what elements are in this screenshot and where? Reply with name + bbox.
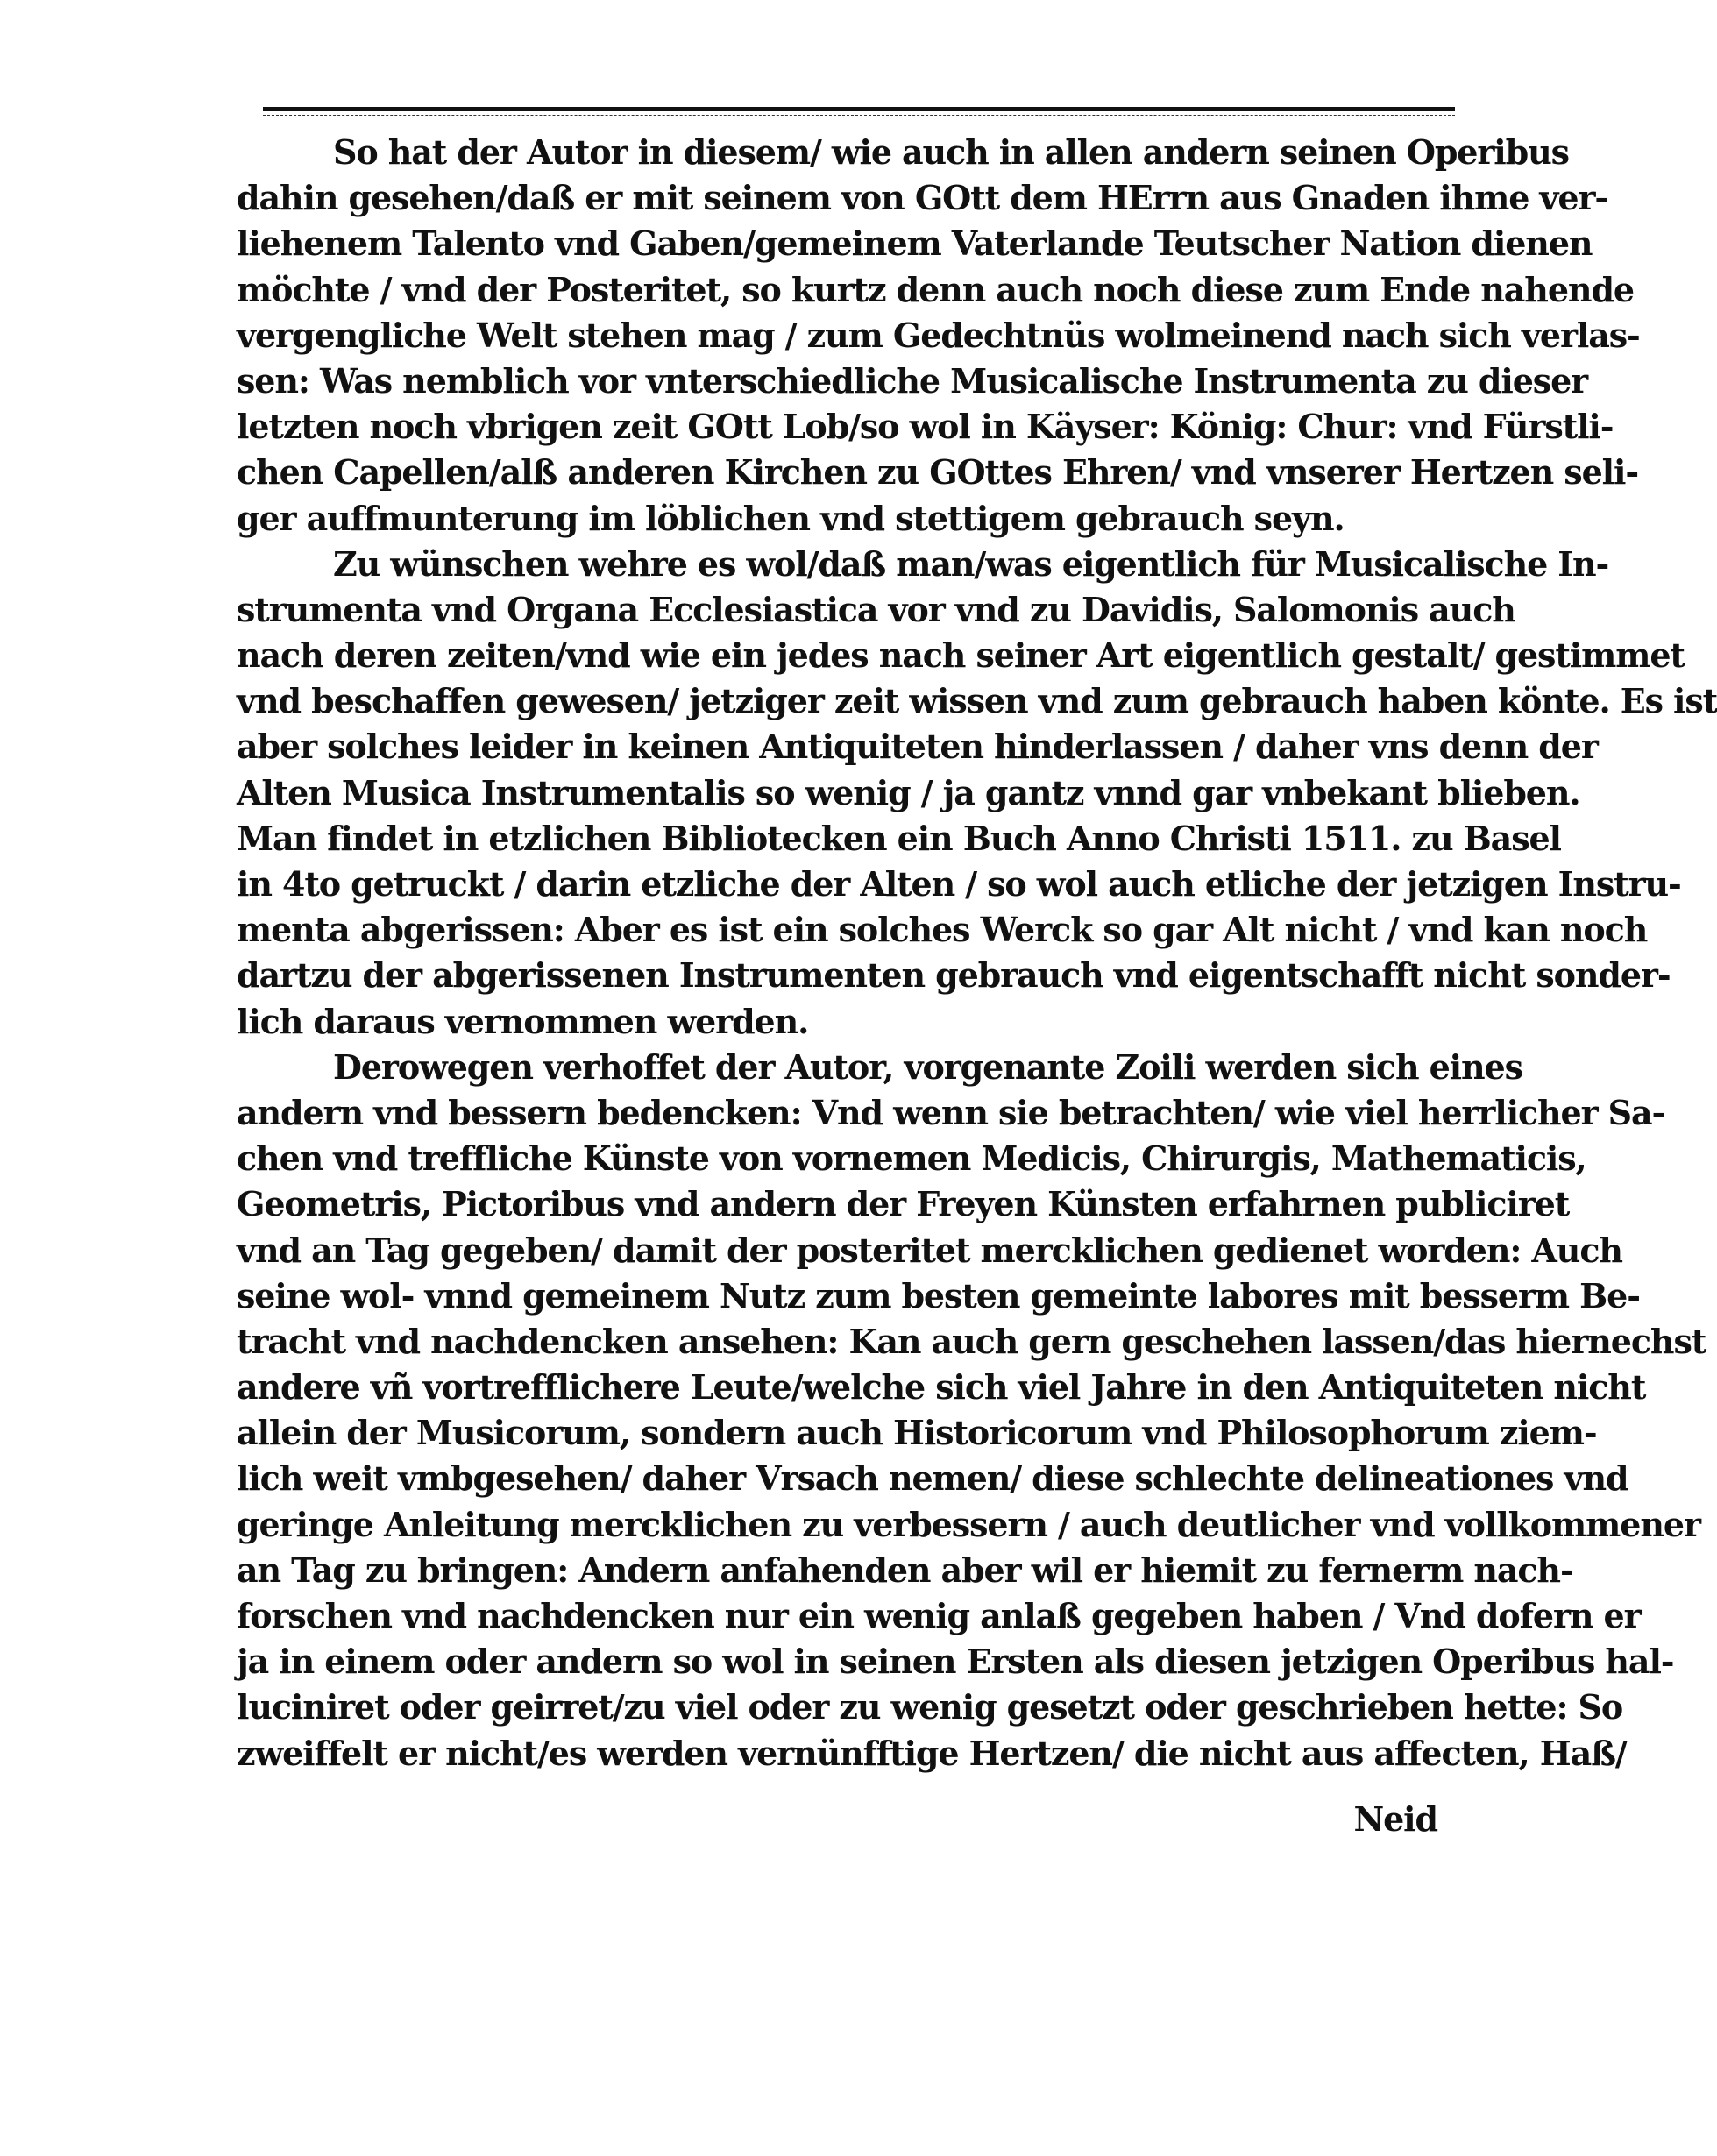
text-line: in 4to getruckt / darin etzliche der Alten / so wol auch etliche der jetzigen Instru- — [237, 864, 1681, 904]
text-line: chen Capellen/alß anderen Kirchen zu GOttes Ehren/ vnd vnserer Hertzen seli- — [237, 452, 1638, 493]
text-line: dartzu der abgerissenen Instrumenten gebrauch vnd eigentschafft nicht sonder- — [237, 955, 1671, 996]
text-line: Geometris, Pictoribus vnd andern der Freyen Künsten erfahrnen publiciret — [237, 1184, 1570, 1224]
text-line: aber solches leider in keinen Antiquiteten hinderlassen / daher vns denn der — [237, 727, 1598, 767]
text-line: vnd beschaffen gewesen/ jetziger zeit wissen vnd zum gebrauch haben könte. Es ist — [237, 681, 1717, 721]
text-line: möchte / vnd der Posteritet, so kurtz denn auch noch diese zum Ende nahende — [237, 269, 1634, 309]
text-line: an Tag zu bringen: Andern anfahenden aber wil er hiemit zu fernerm nach- — [237, 1550, 1573, 1590]
text-line: geringe Anleitung mercklichen zu verbessern / auch deutlicher vnd vollkommener — [237, 1504, 1700, 1544]
text-line: lich weit vmbgesehen/ daher Vrsach nemen/ diese schlechte delineationes vnd — [237, 1458, 1628, 1499]
text-line: vergengliche Welt stehen mag / zum Gedechtnüs wolmeinend nach sich verlas- — [237, 315, 1640, 355]
text-line: vnd an Tag gegeben/ damit der posteritet mercklichen gedienet worden: Auch — [237, 1230, 1622, 1270]
text-line: andern vnd bessern bedencken: Vnd wenn sie betrachten/ wie viel herrlicher Sa- — [237, 1092, 1665, 1132]
text-line: andere vñ vortrefflichere Leute/welche sich viel Jahre in den Antiquiteten nicht — [237, 1367, 1646, 1408]
text-line: ja in einem oder andern so wol in seinen Ersten als diesen jetzigen Operibus hal- — [237, 1642, 1674, 1682]
text-line: ger auffmunterung im löblichen vnd stettigem gebrauch seyn. — [237, 498, 1345, 538]
text-line: Man findet in etzlichen Bibliotecken ein Buch Anno Christi 1511. zu Basel — [237, 818, 1561, 858]
text-line: sen: Was nemblich vor vnterschiedliche Musicalische Instrumenta zu dieser — [237, 360, 1588, 401]
text-line: luciniret oder geirret/zu viel oder zu wenig gesetzt oder geschrieben hette: So — [237, 1687, 1623, 1727]
text-line: seine wol- vnnd gemeinem Nutz zum besten gemeinte labores mit besserm Be- — [237, 1275, 1640, 1316]
text-line: dahin gesehen/daß er mit seinem von GOtt dem HErrn aus Gnaden ihme ver- — [237, 178, 1608, 218]
text-line: Alten Musica Instrumentalis so wenig / ja gantz vnnd gar vnbekant blieben. — [237, 772, 1580, 812]
text-line: zweiffelt er nicht/es werden vernünfftige Hertzen/ die nicht aus affecten, Haß/ — [237, 1733, 1627, 1773]
text-line: tracht vnd nachdencken ansehen: Kan auch gern geschehen lassen/das hiernechst — [237, 1321, 1706, 1361]
text-line: chen vnd treffliche Künste von vornemen Medicis, Chirurgis, Mathematicis, — [237, 1138, 1586, 1179]
text-line: strumenta vnd Organa Ecclesiastica vor vnd zu Davidis, Salomonis auch — [237, 589, 1515, 629]
text-line: liehenem Talento vnd Gaben/gemeinem Vaterlande Teutscher Nation dienen — [237, 223, 1593, 264]
text-line: nach deren zeiten/vnd wie ein jedes nach seiner Art eigentlich gestalt/ gestimmet — [237, 635, 1685, 676]
text-line: allein der Musicorum, sondern auch Historicorum vnd Philosophorum ziem- — [237, 1413, 1597, 1453]
text-line: So hat der Autor in diesem/ wie auch in allen andern seinen Operibus — [333, 132, 1569, 172]
text-block — [237, 130, 1717, 1777]
header-rule — [263, 107, 1455, 111]
text-line: lich daraus vernommen werden. — [237, 1001, 809, 1041]
text-line: Derowegen verhoffet der Autor, vorgenante Zoili werden sich eines — [333, 1046, 1522, 1087]
text-line: menta abgerissen: Aber es ist ein solches Werck so gar Alt nicht / vnd kan noch — [237, 910, 1648, 950]
text-line: forschen vnd nachdencken nur ein wenig anlaß gegeben haben / Vnd dofern er — [237, 1596, 1641, 1635]
catchword: Neid — [1353, 1799, 1437, 1839]
text-line: Zu wünschen wehre es wol/daß man/was eigentlich für Musicalische In- — [333, 543, 1609, 584]
text-line: letzten noch vbrigen zeit GOtt Lob/so wol in Käyser: König: Chur: vnd Fürstli- — [237, 407, 1614, 447]
